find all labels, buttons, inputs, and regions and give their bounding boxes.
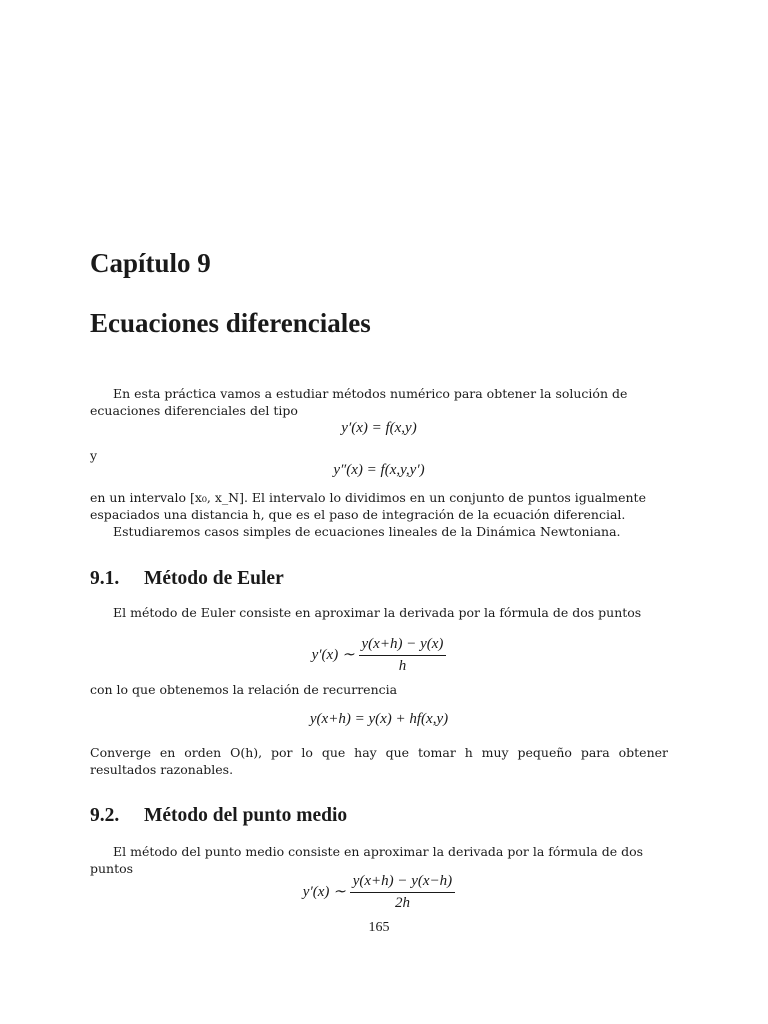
equation-second-order: y″(x) = f(x,y,y′) bbox=[333, 462, 425, 478]
euler-paragraph-3: Converge en orden O(h), por lo que hay que tomar h muy pequeño para obtener resultados razonables. bbox=[90, 745, 668, 777]
section-title: Método del punto medio bbox=[144, 805, 348, 826]
equation-lhs: y′(x) ∼ bbox=[302, 883, 346, 900]
fraction-numerator: y(x+h) − y(x−h) bbox=[350, 873, 455, 893]
intro-paragraph-2: en un intervalo [x₀, x_N]. El intervalo lo dividimos en un conjunto de puntos igualmente espaciados una distancia h, que es el paso de integración de la ecuación diferencial. bbox=[90, 490, 646, 522]
page-number: 165 bbox=[368, 920, 390, 935]
intro-paragraph-3: Estudiaremos casos simples de ecuaciones lineales de la Dinámica Newtoniana. bbox=[113, 524, 621, 539]
equation-euler-derivative bbox=[90, 636, 668, 675]
euler-paragraph-2: con lo que obtenemos la relación de recurrencia bbox=[90, 682, 398, 697]
midpoint-paragraph-1: El método del punto medio consiste en aproximar la derivada por la fórmula de dos puntos bbox=[90, 844, 644, 876]
section-title: Método de Euler bbox=[144, 568, 284, 589]
fraction-denominator: 2h bbox=[394, 895, 410, 911]
equation-lhs: y′(x) ∼ bbox=[311, 646, 355, 663]
chapter-title: Ecuaciones diferenciales bbox=[90, 308, 371, 338]
intro-paragraph-1: En esta práctica vamos a estudiar métodos numérico para obtener la solución de ecuaciones diferenciales del tipo bbox=[90, 386, 628, 418]
equation-midpoint-derivative bbox=[90, 873, 668, 912]
fraction-numerator: y(x+h) − y(x) bbox=[359, 636, 447, 656]
fraction bbox=[359, 636, 447, 675]
fraction-denominator: h bbox=[398, 658, 407, 674]
section-number: 9.1. bbox=[90, 568, 120, 589]
equation-recurrence: y(x+h) = y(x) + hf(x,y) bbox=[309, 711, 449, 727]
equation-first-order: y′(x) = f(x,y) bbox=[341, 420, 417, 436]
chapter-label: Capítulo 9 bbox=[90, 248, 211, 278]
section-number: 9.2. bbox=[90, 805, 120, 826]
conjunction-y: y bbox=[90, 448, 98, 463]
fraction bbox=[350, 873, 455, 912]
euler-paragraph-1: El método de Euler consiste en aproximar la derivada por la fórmula de dos puntos bbox=[113, 605, 642, 620]
section-heading-midpoint bbox=[90, 805, 347, 827]
section-heading-euler bbox=[90, 568, 284, 590]
